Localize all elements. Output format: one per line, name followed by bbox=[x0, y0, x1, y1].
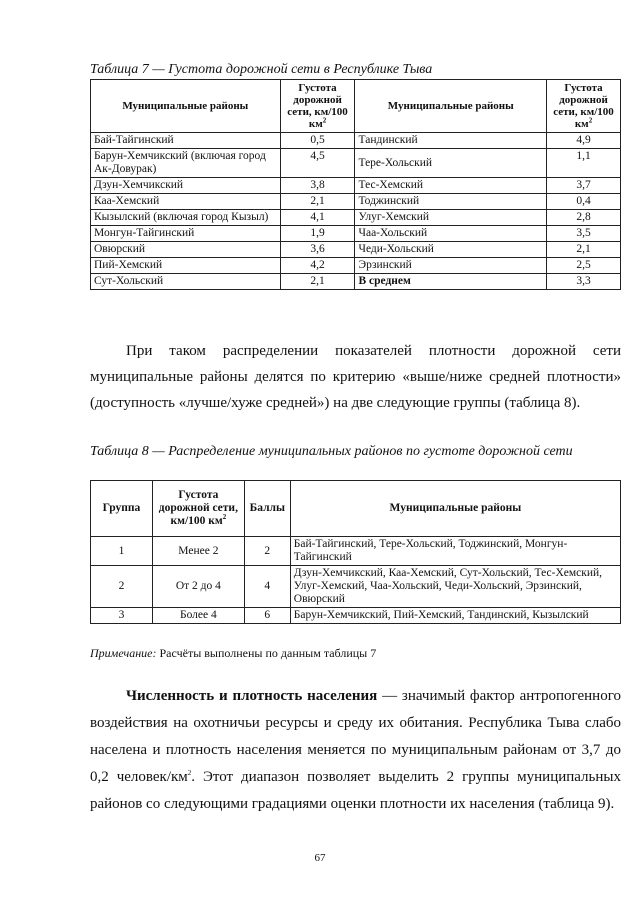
table8-header-row bbox=[91, 481, 621, 537]
density-value: 2,1 bbox=[280, 194, 355, 210]
density-value: 1,1 bbox=[547, 149, 621, 178]
table-row bbox=[91, 149, 621, 178]
paragraph-grouping-intro: При таком распределении показателей плотности дорожной сети муниципальные районы делятся по критерию «выше/ниже средней плотности» (доступность «лучше/хуже средней») на две следующие группы (таблица 8). bbox=[90, 343, 621, 411]
district-list: Барун-Хемчикский, Пий-Хемский, Тандинский, Кызылский bbox=[290, 608, 620, 624]
table7-header-density-left: Густота дорожной сети, км/100 $км^2$ bbox=[280, 80, 355, 133]
page-number: 67 bbox=[314, 852, 326, 864]
district-name: Бай-Тайгинский bbox=[91, 133, 281, 149]
group-number: 1 bbox=[91, 537, 153, 566]
density-value: 1,9 bbox=[280, 226, 355, 242]
district-name: Пий-Хемский bbox=[91, 258, 281, 274]
density-value: 3,6 bbox=[280, 242, 355, 258]
district-name: Тере-Хольский bbox=[355, 149, 547, 178]
table8-header-density: Густота дорожной сети, км/100 $км^2$ bbox=[152, 481, 244, 537]
table8 bbox=[90, 480, 621, 624]
district-name: Тес-Хемский bbox=[355, 178, 547, 194]
density-value: 3,7 bbox=[547, 178, 621, 194]
table8-caption: Таблица 8 — Распределение муниципальных районов по густоте дорожной сети bbox=[90, 444, 573, 459]
density-value: 3,5 bbox=[547, 226, 621, 242]
table-row bbox=[91, 226, 621, 242]
density-value: 4,1 bbox=[280, 210, 355, 226]
population-text-2: . Этот диапазон позволяет выделить 2 группы муниципальных районов со следующими градациями оценки плотности их населения (таблица 9). bbox=[90, 769, 621, 812]
density-range: Менее 2 bbox=[152, 537, 244, 566]
density-value: 2,8 bbox=[547, 210, 621, 226]
note-text: Расчёты выполнены по данным таблицы 7 bbox=[156, 646, 377, 660]
density-value: 2,1 bbox=[547, 242, 621, 258]
table8-note bbox=[90, 646, 376, 661]
group-number: 2 bbox=[91, 566, 153, 608]
population-text-1: — значимый фактор антропогенного воздействия на охотничьи ресурсы и среду их обитания. Республика Тыва слабо населена и плотность населения меняется по муниципальным районам от 3,7 до 0,2 человек/км bbox=[90, 688, 621, 785]
table-row bbox=[91, 178, 621, 194]
density-range: Более 4 bbox=[152, 608, 244, 624]
points-value: 6 bbox=[244, 608, 290, 624]
district-name: Монгун-Тайгинский bbox=[91, 226, 281, 242]
district-name: Барун-Хемчикский (включая город Ак-Довурак) bbox=[91, 149, 281, 178]
table-row bbox=[91, 133, 621, 149]
table8-header-districts: Муниципальные районы bbox=[290, 481, 620, 537]
district-list: Дзун-Хемчикский, Каа-Хемский, Сут-Хольский, Тес-Хемский, Улуг-Хемский, Чаа-Хольский, Чеди-Хольский, Эрзинский, Овюрский bbox=[290, 566, 620, 608]
density-value: 0,5 bbox=[280, 133, 355, 149]
table-row bbox=[91, 608, 621, 624]
table7-header-row bbox=[91, 80, 621, 133]
density-value: 4,9 bbox=[547, 133, 621, 149]
district-name: Сут-Хольский bbox=[91, 274, 281, 290]
table7-header-district-right: Муниципальные районы bbox=[355, 80, 547, 133]
table7-header-district-left: Муниципальные районы bbox=[91, 80, 281, 133]
population-term: Численность и плотность населения bbox=[126, 688, 378, 704]
density-value: 2,1 bbox=[280, 274, 355, 290]
district-name: Улуг-Хемский bbox=[355, 210, 547, 226]
table-row bbox=[91, 537, 621, 566]
density-value: 2,5 bbox=[547, 258, 621, 274]
table-row bbox=[91, 210, 621, 226]
district-name: Тоджинский bbox=[355, 194, 547, 210]
table-row bbox=[91, 274, 621, 290]
district-list: Бай-Тайгинский, Тере-Хольский, Тоджинский, Монгун-Тайгинский bbox=[290, 537, 620, 566]
population-sup: 2 bbox=[187, 769, 192, 777]
density-value: 0,4 bbox=[547, 194, 621, 210]
group-number: 3 bbox=[91, 608, 153, 624]
table-row bbox=[91, 566, 621, 608]
table8-header-group: Группа bbox=[91, 481, 153, 537]
district-name: Кызылский (включая город Кызыл) bbox=[91, 210, 281, 226]
table-row bbox=[91, 194, 621, 210]
district-name: Каа-Хемский bbox=[91, 194, 281, 210]
note-label: Примечание: bbox=[90, 646, 157, 660]
density-value: 3,8 bbox=[280, 178, 355, 194]
density-range: От 2 до 4 bbox=[152, 566, 244, 608]
district-name: Овюрский bbox=[91, 242, 281, 258]
table8-header-points: Баллы bbox=[244, 481, 290, 537]
points-value: 2 bbox=[244, 537, 290, 566]
table7 bbox=[90, 79, 621, 290]
district-name: Чеди-Хольский bbox=[355, 242, 547, 258]
table-row bbox=[91, 258, 621, 274]
density-value: 4,2 bbox=[280, 258, 355, 274]
paragraph-population bbox=[90, 683, 621, 818]
district-name: Чаа-Хольский bbox=[355, 226, 547, 242]
district-name: Дзун-Хемчикский bbox=[91, 178, 281, 194]
density-value: 4,5 bbox=[280, 149, 355, 178]
average-label: В среднем bbox=[355, 274, 547, 290]
district-name: Тандинский bbox=[355, 133, 547, 149]
table7-header-density-right: Густота дорожной сети, км/100 $км^2$ bbox=[547, 80, 621, 133]
table7-caption: Таблица 7 — Густота дорожной сети в Республике Тыва bbox=[90, 62, 433, 77]
table-row bbox=[91, 242, 621, 258]
points-value: 4 bbox=[244, 566, 290, 608]
district-name: Эрзинский bbox=[355, 258, 547, 274]
average-value: 3,3 bbox=[547, 274, 621, 290]
